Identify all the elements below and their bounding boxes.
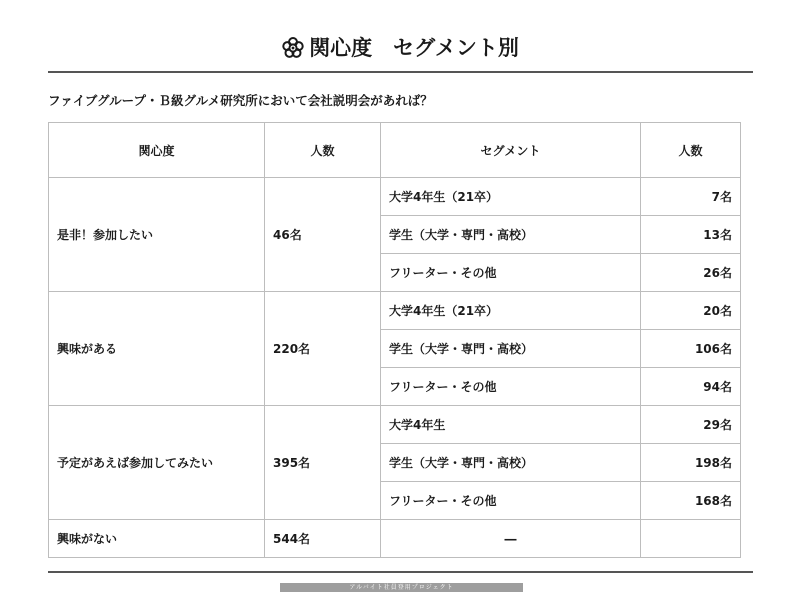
interest-count-cell: 220名 — [265, 292, 381, 406]
interest-cell: 是非！参加したい — [49, 178, 265, 292]
segment-count-cell: 106名 — [641, 330, 741, 368]
table-row — [49, 520, 741, 558]
interest-count-cell: 544名 — [265, 520, 381, 558]
page-title-text: 関心度 セグメント別 — [309, 36, 519, 60]
interest-cell: 予定があえば参加してみたい — [49, 406, 265, 520]
segment-count-cell: 7名 — [641, 178, 741, 216]
bottom-divider — [48, 571, 753, 573]
header-count: 人数 — [265, 123, 381, 178]
segment-cell: 学生（大学・専門・高校） — [381, 444, 641, 482]
page-title — [0, 34, 800, 62]
header-interest: 関心度 — [49, 123, 265, 178]
interest-cell: 興味がない — [49, 520, 265, 558]
table-header-row — [49, 123, 741, 178]
segment-count-cell: 94名 — [641, 368, 741, 406]
table-row — [49, 178, 741, 216]
segment-count-cell: 13名 — [641, 216, 741, 254]
segment-count-cell: 198名 — [641, 444, 741, 482]
footer-project-label: アルバイト社員登用プロジェクト — [280, 583, 523, 592]
segment-cell: フリーター・その他 — [381, 368, 641, 406]
segment-cell: 大学4年生（21卒） — [381, 178, 641, 216]
segment-cell: 大学4年生 — [381, 406, 641, 444]
header-segment-count: 人数 — [641, 123, 741, 178]
segment-table — [48, 122, 741, 558]
question-subtitle: ファイブグループ・Ｂ級グルメ研究所において会社説明会があれば？ — [48, 93, 433, 108]
segment-cell: 学生（大学・専門・高校） — [381, 330, 641, 368]
table-row — [49, 406, 741, 444]
segment-count-cell: 29名 — [641, 406, 741, 444]
interest-count-cell: 46名 — [265, 178, 381, 292]
segment-cell: フリーター・その他 — [381, 254, 641, 292]
segment-count-cell: 26名 — [641, 254, 741, 292]
flower-icon — [281, 36, 305, 60]
title-divider — [48, 71, 753, 73]
segment-cell: 学生（大学・専門・高校） — [381, 216, 641, 254]
interest-count-cell: 395名 — [265, 406, 381, 520]
segment-count-cell: 20名 — [641, 292, 741, 330]
segment-placeholder-cell: ― — [381, 520, 641, 558]
segment-count-cell — [641, 520, 741, 558]
table-row — [49, 292, 741, 330]
segment-cell: フリーター・その他 — [381, 482, 641, 520]
segment-count-cell: 168名 — [641, 482, 741, 520]
header-segment: セグメント — [381, 123, 641, 178]
segment-cell: 大学4年生（21卒） — [381, 292, 641, 330]
interest-cell: 興味がある — [49, 292, 265, 406]
